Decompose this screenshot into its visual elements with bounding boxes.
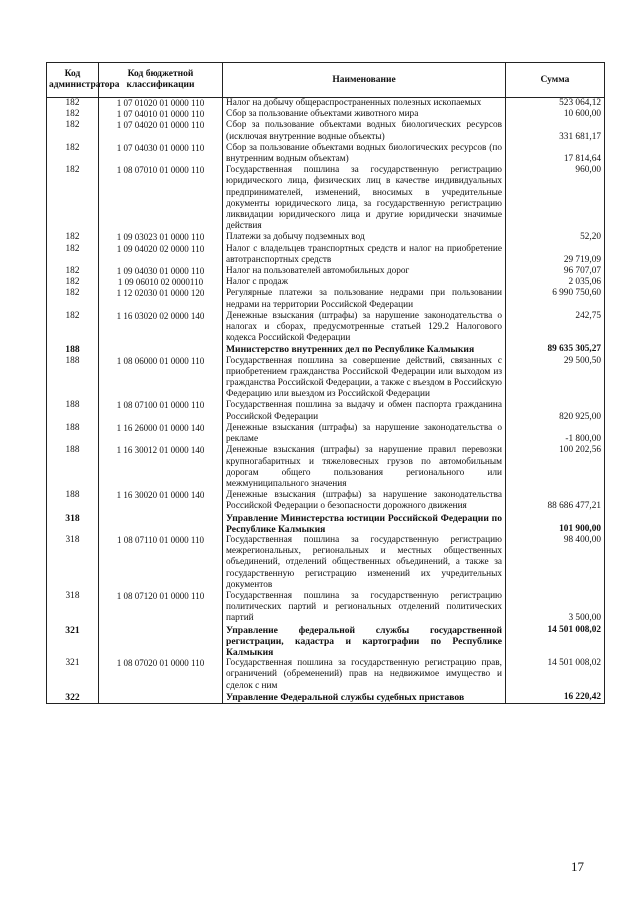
amount-cell: 17 814,64 — [506, 143, 605, 165]
table-row — [47, 266, 605, 277]
table-row — [47, 490, 605, 512]
admin-code-cell: 182 — [47, 288, 99, 310]
budget-code-cell: 1 09 04030 01 0000 110 — [99, 266, 223, 277]
amount-cell: 523 064,12 — [506, 98, 605, 110]
name-cell: Государственная пошлина за выдачу и обмен паспорта гражданина Российской Федерации — [223, 400, 506, 422]
admin-code-cell: 188 — [47, 445, 99, 490]
budget-code-cell: 1 08 07120 01 0000 110 — [99, 591, 223, 625]
amount-cell: 14 501 008,02 — [506, 658, 605, 692]
table-row — [47, 165, 605, 232]
amount-cell: 96 707,07 — [506, 266, 605, 277]
budget-code-cell: 1 12 02030 01 0000 120 — [99, 288, 223, 310]
name-cell: Сбор за пользование объектами водных биологических ресурсов (по внутренним водным объектам) — [223, 143, 506, 165]
name-cell: Управление Федеральной службы судебных приставов — [223, 692, 506, 704]
table-row — [47, 109, 605, 120]
name-cell: Государственная пошлина за государственную регистрацию политических партий и региональных отделений политических партий — [223, 591, 506, 625]
header-budget-code: Код бюджетной классификации — [99, 63, 223, 98]
admin-code-cell: 182 — [47, 266, 99, 277]
name-cell: Управление Министерства юстиции Российской Федерации по Республике Калмыкия — [223, 513, 506, 535]
header-name: Наименование — [223, 63, 506, 98]
table-row — [47, 658, 605, 692]
budget-code-cell: 1 07 04030 01 0000 110 — [99, 143, 223, 165]
amount-cell: 960,00 — [506, 165, 605, 232]
table-row-section — [47, 692, 605, 704]
admin-code-cell: 182 — [47, 120, 99, 142]
amount-cell: 14 501 008,02 — [506, 625, 605, 659]
table-row — [47, 244, 605, 266]
name-cell: Государственная пошлина за совершение действий, связанных с приобретением гражданства Российской Федерации или выходом из гражданства Российской Федерации, а также с въездом в Российскую Федерацию или выездом из Российской Федерации — [223, 356, 506, 401]
amount-cell: 100 202,56 — [506, 445, 605, 490]
amount-cell: 52,20 — [506, 232, 605, 243]
amount-cell: 89 635 305,27 — [506, 344, 605, 355]
amount-cell: 101 900,00 — [506, 513, 605, 535]
table-row — [47, 311, 605, 345]
name-cell: Министерство внутренних дел по Республике Калмыкия — [223, 344, 506, 355]
name-cell: Сбор за пользование объектами водных биологических ресурсов (исключая внутренние водные объекты) — [223, 120, 506, 142]
budget-code-cell: 1 09 06010 02 0000110 — [99, 277, 223, 288]
budget-code-cell: 1 09 03023 01 0000 110 — [99, 232, 223, 243]
budget-code-cell: 1 08 07110 01 0000 110 — [99, 535, 223, 591]
table-row — [47, 445, 605, 490]
table-row — [47, 535, 605, 591]
table-row — [47, 143, 605, 165]
admin-code-cell: 188 — [47, 490, 99, 512]
budget-code-cell: 1 08 07020 01 0000 110 — [99, 658, 223, 692]
table-header-row — [47, 63, 605, 98]
admin-code-cell: 182 — [47, 244, 99, 266]
table-row — [47, 277, 605, 288]
name-cell: Налог на пользователей автомобильных дорог — [223, 266, 506, 277]
table-row-section — [47, 513, 605, 535]
budget-code-cell: 1 07 04020 01 0000 110 — [99, 120, 223, 142]
budget-code-cell: 1 08 07010 01 0000 110 — [99, 165, 223, 232]
table-row — [47, 356, 605, 401]
name-cell: Денежные взыскания (штрафы) за нарушение законодательства о налогах и сборах, предусмотренные статьей 129.2 Налогового кодекса Российской Федерации — [223, 311, 506, 345]
admin-code-cell: 182 — [47, 98, 99, 110]
amount-cell: 98 400,00 — [506, 535, 605, 591]
budget-code-cell: 1 16 26000 01 0000 140 — [99, 423, 223, 445]
header-amount: Сумма — [506, 63, 605, 98]
amount-cell: 242,75 — [506, 311, 605, 345]
table-row — [47, 400, 605, 422]
admin-code-cell: 318 — [47, 513, 99, 535]
budget-code-cell: 1 16 30020 01 0000 140 — [99, 490, 223, 512]
name-cell: Управление федеральной службы государственной регистрации, кадастра и картографии по Республике Калмыкия — [223, 625, 506, 659]
page-number: 17 — [571, 859, 584, 874]
admin-code-cell: 182 — [47, 109, 99, 120]
amount-cell: 16 220,42 — [506, 692, 605, 704]
budget-code-cell: 1 07 01020 01 0000 110 — [99, 98, 223, 110]
admin-code-cell: 318 — [47, 535, 99, 591]
budget-code-cell: 1 16 03020 02 0000 140 — [99, 311, 223, 345]
name-cell: Государственная пошлина за государственную регистрацию межрегиональных, региональных и местных общественных объединений, отделений общественных объединений, а также за государственную регистрацию изменений их учредительных документов — [223, 535, 506, 591]
table-row — [47, 232, 605, 243]
amount-cell: 6 990 750,60 — [506, 288, 605, 310]
amount-cell: 331 681,17 — [506, 120, 605, 142]
name-cell: Платежи за добычу подземных вод — [223, 232, 506, 243]
amount-cell: -1 800,00 — [506, 423, 605, 445]
amount-cell: 88 686 477,21 — [506, 490, 605, 512]
admin-code-cell: 182 — [47, 165, 99, 232]
admin-code-cell: 188 — [47, 423, 99, 445]
amount-cell: 820 925,00 — [506, 400, 605, 422]
name-cell: Налог с владельцев транспортных средств и налог на приобретение автотранспортных средств — [223, 244, 506, 266]
admin-code-cell: 182 — [47, 143, 99, 165]
table-row — [47, 288, 605, 310]
budget-code-cell: 1 08 07100 01 0000 110 — [99, 400, 223, 422]
amount-cell: 29 719,09 — [506, 244, 605, 266]
budget-code-cell: 1 07 04010 01 0000 110 — [99, 109, 223, 120]
name-cell: Государственная пошлина за государственную регистрацию юридического лица, физических лиц в качестве индивидуальных предпринимателей, изменений, вносимых в учредительные документы юридического лица, за государственную регистрацию ликвидации юридического лица и другие юридически значимые действия — [223, 165, 506, 232]
admin-code-cell: 318 — [47, 591, 99, 625]
name-cell: Денежные взыскания (штрафы) за нарушение законодательства Российской Федерации о безопасности дорожного движения — [223, 490, 506, 512]
admin-code-cell: 182 — [47, 232, 99, 243]
header-admin-code: Код администратора — [47, 63, 99, 98]
table-row — [47, 120, 605, 142]
name-cell: Регулярные платежи за пользование недрами при пользовании недрами на территории Российской Федерации — [223, 288, 506, 310]
amount-cell: 3 500,00 — [506, 591, 605, 625]
table-row — [47, 591, 605, 625]
admin-code-cell: 182 — [47, 277, 99, 288]
name-cell: Денежные взыскания (штрафы) за нарушение правил перевозки крупногабаритных и тяжеловесных грузов по автомобильным дорогам общего пользования регионального или межмуниципального значения — [223, 445, 506, 490]
name-cell: Сбор за пользование объектами животного мира — [223, 109, 506, 120]
budget-revenue-page — [46, 62, 604, 704]
budget-code-cell — [99, 625, 223, 659]
budget-code-cell: 1 08 06000 01 0000 110 — [99, 356, 223, 401]
amount-cell: 29 500,50 — [506, 356, 605, 401]
amount-cell: 10 600,00 — [506, 109, 605, 120]
table-row — [47, 423, 605, 445]
budget-code-cell — [99, 692, 223, 704]
table-row — [47, 98, 605, 110]
admin-code-cell: 322 — [47, 692, 99, 704]
name-cell: Налог на добычу общераспространенных полезных ископаемых — [223, 98, 506, 110]
admin-code-cell: 321 — [47, 658, 99, 692]
budget-code-cell: 1 09 04020 02 0000 110 — [99, 244, 223, 266]
table-row-section — [47, 344, 605, 355]
table-body — [47, 98, 605, 704]
name-cell: Государственная пошлина за государственную регистрацию прав, ограничений (обременений) прав на недвижимое имущество и сделок с ним — [223, 658, 506, 692]
budget-code-cell — [99, 344, 223, 355]
admin-code-cell: 188 — [47, 356, 99, 401]
budget-code-cell: 1 16 30012 01 0000 140 — [99, 445, 223, 490]
name-cell: Денежные взыскания (штрафы) за нарушение законодательства о рекламе — [223, 423, 506, 445]
table-row-section — [47, 625, 605, 659]
admin-code-cell: 188 — [47, 344, 99, 355]
admin-code-cell: 321 — [47, 625, 99, 659]
amount-cell: 2 035,06 — [506, 277, 605, 288]
budget-revenue-table — [46, 62, 605, 704]
admin-code-cell: 188 — [47, 400, 99, 422]
admin-code-cell: 182 — [47, 311, 99, 345]
name-cell: Налог с продаж — [223, 277, 506, 288]
budget-code-cell — [99, 513, 223, 535]
